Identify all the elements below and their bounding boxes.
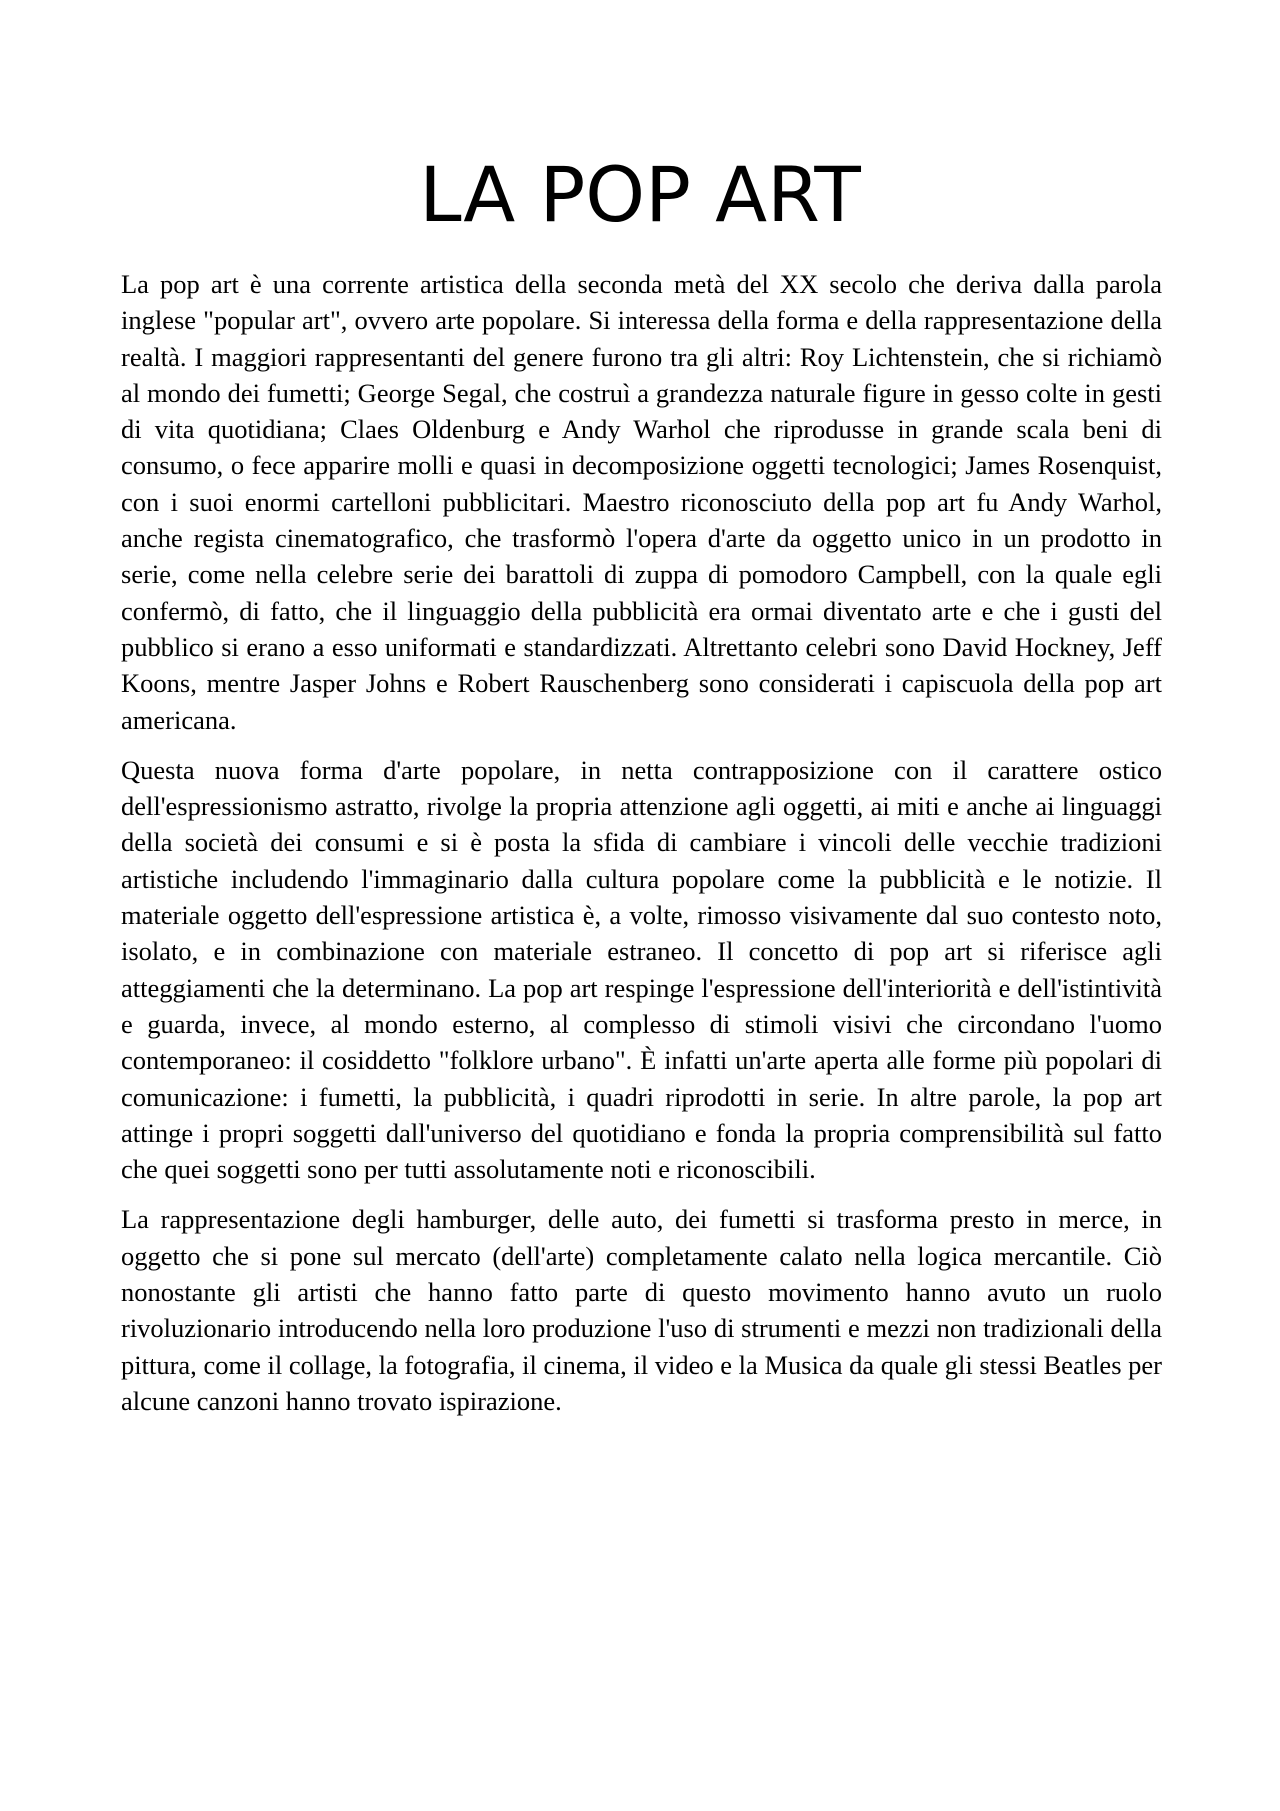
- paragraph-characteristics: Questa nuova forma d'arte popolare, in netta contrapposizione con il carattere ostico dell'espressionismo astratto, rivolge la propria attenzione agli oggetti, ai miti e anche ai linguaggi della società dei consumi e si è posta la sfida di cambiare i vincoli delle vecchie tradizioni artistiche includendo l'immaginario dalla cultura popolare come la pubblicità e le notizie. Il materiale oggetto dell'espressione artistica è, a volte, rimosso visivamente dal suo contesto noto, isolato, e in combinazione con materiale estraneo. Il concetto di pop art si riferisce agli atteggiamenti che la determinano. La pop art respinge l'espressione dell'interiorità e dell'istintività e guarda, invece, al mondo esterno, al complesso di stimoli visivi che circondano l'uomo contemporaneo: il cosiddetto "folklore urbano". È infatti un'arte aperta alle forme più popolari di comunicazione: i fumetti, la pubblicità, i quadri riprodotti in serie. In altre parole, la pop art attinge i propri soggetti dall'universo del quotidiano e fonda la propria comprensibilità sul fatto che quei soggetti sono per tutti assolutamente noti e riconoscibili.: [121, 754, 1162, 1185]
- paragraph-intro: La pop art è una corrente artistica della seconda metà del XX secolo che deriva dalla parola inglese "popular art", ovvero arte popolare. Si interessa della forma e della rappresentazione della realtà. I maggiori rappresentanti del genere furono tra gli altri: Roy Lichtenstein, che si richiamò al mondo dei fumetti; George Segal, che costruì a grandezza naturale figure in gesso colte in gesti di vita quotidiana; Claes Oldenburg e Andy Warhol che riprodusse in grande scala beni di consumo, o fece apparire molli e quasi in decomposizione oggetti tecnologici; James Rosenquist, con i suoi enormi cartelloni pubblicitari. Maestro riconosciuto della pop art fu Andy Warhol, anche regista cinematografico, che trasformò l'opera d'arte da oggetto unico in un prodotto in serie, come nella celebre serie dei barattoli di zuppa di pomodoro Campbell, con la quale egli confermò, di fatto, che il linguaggio della pubblicità era ormai diventato arte e che i gusti del pubblico si erano a esso uniformati e standardizzati. Altrettanto celebri sono David Hockney, Jeff Koons, mentre Jasper Johns e Robert Rauschenberg sono considerati i capiscuola della pop art americana.: [121, 269, 1162, 735]
- document-body: [121, 266, 1162, 1433]
- paragraph-conclusion: La rappresentazione degli hamburger, delle auto, dei fumetti si trasforma presto in merce, in oggetto che si pone sul mercato (dell'arte) completamente calato nella logica mercantile. Ciò nonostante gli artisti che hanno fatto parte di questo movimento hanno avuto un ruolo rivoluzionario introducendo nella loro produzione l'uso di strumenti e mezzi non tradizionali della pittura, come il collage, la fotografia, il cinema, il video e la Musica da quale gli stessi Beatles per alcune canzoni hanno trovato ispirazione.: [121, 1204, 1162, 1416]
- document-title: LA POP ART: [419, 150, 861, 239]
